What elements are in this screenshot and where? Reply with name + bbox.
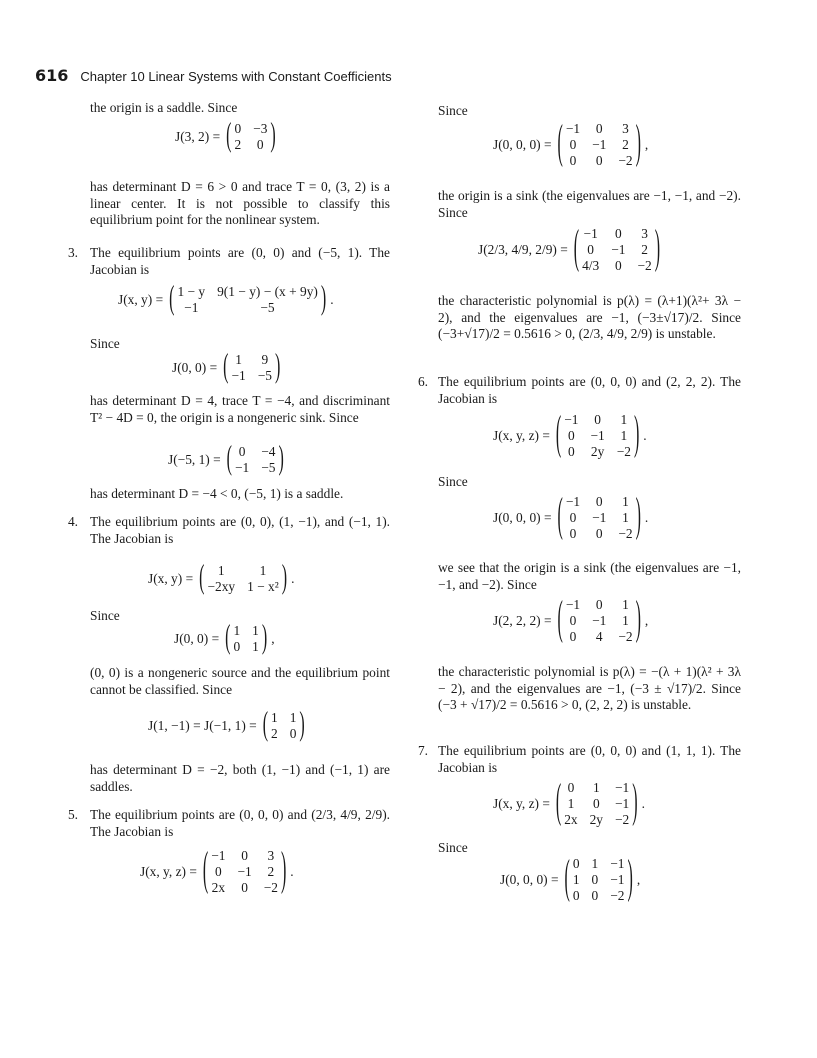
matrix-entry: 1 xyxy=(235,352,242,367)
matrix-entry: 0 xyxy=(234,121,242,136)
matrix-entry: −1 xyxy=(610,856,625,871)
paragraph: Since xyxy=(90,336,120,351)
paragraph: has determinant D = −2, both (1, −1) and (−1, 1) are saddles. xyxy=(90,762,390,794)
paragraph: has determinant D = 6 > 0 and trace T = 0, (3, 2) is a linear center. It is not possible to classify this equilibrium point for the nonlinear system. xyxy=(90,179,390,228)
paragraph: has determinant D = 4, trace T = −4, and discriminant T² − 4D = 0, the origin is a nongeneric sink. Since xyxy=(90,393,390,425)
matrix-entry: 1 − x² xyxy=(247,579,279,594)
matrix-entry: −1 xyxy=(235,460,250,475)
matrix-entry: −2 xyxy=(618,526,633,541)
matrix-entry: 0 xyxy=(614,226,622,241)
matrix-entry: 1 xyxy=(622,510,629,525)
matrix-entry: −1 xyxy=(583,226,598,241)
paragraph: we see that the origin is a sink (the eigenvalues are −1, −1, and −2). Since xyxy=(438,560,741,592)
matrix xyxy=(573,223,661,274)
equation-lhs: J(0, 0, 0) = xyxy=(493,510,552,525)
matrix xyxy=(557,118,641,169)
matrix-entry: −5 xyxy=(261,460,276,475)
matrix-entry: −2 xyxy=(616,444,631,459)
paragraph: the origin is a saddle. Since xyxy=(90,100,238,115)
matrix-entry: 0 xyxy=(569,510,577,525)
equation-lhs: J(0, 0, 0) = xyxy=(493,137,552,152)
left-paren: ( xyxy=(223,349,229,385)
matrix-entry: 0 xyxy=(569,153,577,168)
equation-punctuation: . xyxy=(643,428,647,443)
matrix-entry: 2 xyxy=(641,242,648,257)
matrix xyxy=(199,560,288,596)
equation-punctuation: . xyxy=(291,571,295,586)
left-paren: ( xyxy=(226,118,232,154)
matrix-entry: −2 xyxy=(615,812,630,827)
matrix-entry: 0 xyxy=(594,412,601,427)
left-paren: ( xyxy=(557,491,563,542)
matrix xyxy=(225,620,268,656)
right-paren: ) xyxy=(299,707,305,743)
matrix-entry: −4 xyxy=(261,444,276,459)
matrix xyxy=(564,853,633,904)
matrix-entry: 0 xyxy=(241,848,248,863)
matrix-entry: 1 xyxy=(289,710,297,725)
matrix-entry: 0 xyxy=(595,526,603,541)
matrix-entry: 0 xyxy=(567,780,575,795)
equation xyxy=(493,118,649,169)
matrix xyxy=(202,845,287,896)
matrix-entry: 0 xyxy=(569,137,577,152)
item-number: 5. xyxy=(67,807,78,822)
paragraph: (0, 0) is a nongeneric source and the equilibrium point cannot be classified. Since xyxy=(90,665,390,697)
right-paren: ) xyxy=(320,281,327,317)
equation xyxy=(140,845,294,896)
matrix-entry: −1 xyxy=(590,428,605,443)
matrix-entry: −5 xyxy=(260,300,275,315)
matrix-entry: −2xy xyxy=(207,579,236,594)
left-paren: ( xyxy=(573,223,580,274)
left-paren: ( xyxy=(557,594,563,645)
matrix-entry: 1 xyxy=(567,796,575,811)
equation-lhs: J(x, y) = xyxy=(148,571,194,586)
left-paren: ( xyxy=(555,777,562,828)
matrix xyxy=(226,118,276,154)
matrix xyxy=(226,441,284,477)
matrix-entry: −1 xyxy=(237,864,252,879)
matrix-entry: 9(1 − y) − (x + 9y) xyxy=(217,284,318,299)
left-paren: ( xyxy=(262,707,269,743)
matrix-entry: −1 xyxy=(211,848,226,863)
matrix-entry: −1 xyxy=(615,780,630,795)
matrix-entry: 0 xyxy=(595,597,603,612)
paragraph: The equilibrium points are (0, 0, 0) and (2/3, 4/9, 2/9). The Jacobian is xyxy=(90,807,390,839)
equation-lhs: J(2/3, 4/9, 2/9) = xyxy=(478,242,568,257)
equation-lhs: J(2, 2, 2) = xyxy=(493,613,552,628)
equation-punctuation: . xyxy=(290,864,294,879)
matrix-entry: 1 xyxy=(622,613,629,628)
equation-punctuation: , xyxy=(636,872,641,887)
matrix-entry: 2y xyxy=(590,444,605,459)
matrix-entry: −2 xyxy=(618,153,633,168)
matrix-entry: 0 xyxy=(591,872,599,887)
matrix-entry: 0 xyxy=(256,137,264,152)
matrix-entry: 0 xyxy=(214,864,222,879)
matrix-entry: −1 xyxy=(565,494,581,509)
right-paren: ) xyxy=(278,441,284,477)
right-paren: ) xyxy=(633,409,640,460)
matrix-entry: 1 − y xyxy=(177,284,206,299)
paragraph: Since xyxy=(438,103,468,118)
equation-lhs: J(−5, 1) = xyxy=(168,452,221,467)
matrix-entry: 1 xyxy=(259,563,267,578)
equation xyxy=(493,491,649,542)
equation xyxy=(118,281,334,317)
equation xyxy=(174,620,275,656)
equation xyxy=(493,409,647,460)
paragraph: the characteristic polynomial is p(λ) = (λ+1)(λ²+ 3λ − 2), and the eigenvalues are −1, (−3±√17)/2. Since (−3+√17)/2 = 0.5616 > 0, (2/3, 4/9, 2/9) is unstable. xyxy=(438,293,741,342)
matrix-entry: −1 xyxy=(592,137,607,152)
matrix-entry: 2 xyxy=(234,137,242,152)
equation xyxy=(493,594,649,645)
matrix xyxy=(223,349,281,385)
matrix-entry: −1 xyxy=(184,300,199,315)
matrix-entry: 1 xyxy=(620,428,628,443)
right-paren: ) xyxy=(635,491,641,542)
matrix-entry: 0 xyxy=(569,629,577,644)
left-paren: ( xyxy=(226,441,232,477)
equation-lhs: J(0, 0, 0) = xyxy=(500,872,559,887)
matrix-entry: 1 xyxy=(271,710,278,725)
matrix-entry: 0 xyxy=(592,796,600,811)
matrix-entry: −1 xyxy=(615,796,630,811)
matrix-entry: −5 xyxy=(257,368,272,383)
matrix-entry: −1 xyxy=(565,121,581,136)
matrix-entry: 0 xyxy=(567,428,575,443)
paragraph: The equilibrium points are (0, 0, 0) and (2, 2, 2). The Jacobian is xyxy=(438,374,741,406)
left-paren: ( xyxy=(199,560,205,596)
matrix-entry: 0 xyxy=(595,121,603,136)
page-number: 616 xyxy=(35,66,69,85)
equation-lhs: J(x, y, z) = xyxy=(493,428,550,443)
matrix-entry: 0 xyxy=(569,613,577,628)
left-paren: ( xyxy=(169,281,175,317)
matrix-entry: 1 xyxy=(252,623,259,638)
matrix-entry: 0 xyxy=(587,242,594,257)
matrix-entry: 1 xyxy=(622,494,629,509)
right-paren: ) xyxy=(632,777,638,828)
right-paren: ) xyxy=(635,594,641,645)
matrix-entry: 0 xyxy=(572,856,580,871)
equation xyxy=(148,707,305,743)
equation xyxy=(478,223,661,274)
matrix xyxy=(169,281,327,317)
left-paren: ( xyxy=(557,118,563,169)
matrix-entry: 1 xyxy=(217,563,225,578)
equation-punctuation: , xyxy=(271,631,275,646)
equation xyxy=(168,441,284,477)
matrix xyxy=(262,707,305,743)
equation-lhs: J(x, y) = xyxy=(118,292,164,307)
matrix-entry: 1 xyxy=(591,856,599,871)
matrix-entry: 0 xyxy=(595,494,603,509)
equation-punctuation: . xyxy=(641,796,645,811)
matrix-entry: −3 xyxy=(253,121,268,136)
equation-punctuation: . xyxy=(330,292,334,307)
matrix-entry: −2 xyxy=(618,629,633,644)
matrix-entry: −2 xyxy=(263,880,278,895)
matrix-entry: 1 xyxy=(233,623,241,638)
matrix-entry: 3 xyxy=(267,848,275,863)
right-paren: ) xyxy=(281,560,288,596)
matrix-entry: 1 xyxy=(252,639,259,654)
matrix-entry: 0 xyxy=(595,153,603,168)
paragraph: the origin is a sink (the eigenvalues are −1, −1, and −2). Since xyxy=(438,188,741,220)
matrix-entry: 2y xyxy=(589,812,603,827)
matrix-entry: 1 xyxy=(622,597,629,612)
matrix-entry: 3 xyxy=(622,121,629,136)
matrix-entry: 0 xyxy=(233,639,241,654)
matrix-entry: 0 xyxy=(569,526,577,541)
matrix-entry: 2 xyxy=(622,137,629,152)
paragraph: Since xyxy=(438,474,468,489)
matrix-entry: 3 xyxy=(641,226,648,241)
matrix-entry: 1 xyxy=(592,780,600,795)
matrix-entry: 0 xyxy=(614,258,622,273)
item-number: 3. xyxy=(67,245,78,260)
equation xyxy=(175,118,276,154)
matrix-entry: 1 xyxy=(572,872,580,887)
right-paren: ) xyxy=(274,349,281,385)
equation xyxy=(148,560,295,596)
equation-lhs: J(0, 0) = xyxy=(172,360,218,375)
right-paren: ) xyxy=(635,118,641,169)
equation-punctuation: , xyxy=(644,613,649,628)
matrix-entry: −1 xyxy=(592,613,607,628)
matrix-entry: 0 xyxy=(591,888,599,903)
matrix-entry: 4 xyxy=(595,629,603,644)
chapter-title: Chapter 10 Linear Systems with Constant Coefficients xyxy=(80,69,392,84)
matrix xyxy=(557,594,641,645)
matrix-entry: 2x xyxy=(211,880,226,895)
equation-lhs: J(x, y, z) = xyxy=(140,864,197,879)
matrix-entry: 0 xyxy=(572,888,580,903)
matrix-entry: 0 xyxy=(567,444,575,459)
matrix-entry: 0 xyxy=(238,444,246,459)
left-paren: ( xyxy=(564,853,570,904)
matrix xyxy=(557,491,641,542)
equation-lhs: J(3, 2) = xyxy=(175,129,221,144)
right-paren: ) xyxy=(270,118,276,154)
matrix-entry: 1 xyxy=(620,412,628,427)
equation xyxy=(172,349,281,385)
paragraph: The equilibrium points are (0, 0) and (−5, 1). The Jacobian is xyxy=(90,245,390,277)
item-number: 6. xyxy=(417,374,428,389)
matrix-entry: 0 xyxy=(241,880,248,895)
item-number: 7. xyxy=(417,743,428,758)
matrix-entry: −2 xyxy=(610,888,625,903)
equation xyxy=(500,853,641,904)
paragraph: Since xyxy=(90,608,120,623)
matrix-entry: 4/3 xyxy=(582,258,600,273)
left-paren: ( xyxy=(225,620,231,656)
matrix-entry: 2x xyxy=(564,812,578,827)
matrix-entry: 2 xyxy=(267,864,275,879)
matrix-entry: −1 xyxy=(564,412,579,427)
matrix-entry: 0 xyxy=(289,726,297,741)
equation-lhs: J(x, y, z) = xyxy=(493,796,550,811)
equation-punctuation: . xyxy=(644,510,649,525)
equation-punctuation: , xyxy=(644,137,649,152)
matrix-entry: −1 xyxy=(231,368,246,383)
matrix-entry: 2 xyxy=(271,726,278,741)
matrix-entry: −1 xyxy=(611,242,626,257)
left-paren: ( xyxy=(555,409,562,460)
page-header xyxy=(35,66,392,86)
matrix-entry: −1 xyxy=(565,597,581,612)
left-paren: ( xyxy=(202,845,209,896)
paragraph: Since xyxy=(438,840,468,855)
matrix-entry: −1 xyxy=(610,872,625,887)
equation-lhs: J(0, 0) = xyxy=(174,631,220,646)
matrix-entry: −1 xyxy=(592,510,607,525)
matrix-entry: 9 xyxy=(261,352,269,367)
paragraph: The equilibrium points are (0, 0), (1, −1), and (−1, 1). The Jacobian is xyxy=(90,514,390,546)
paragraph: The equilibrium points are (0, 0, 0) and (1, 1, 1). The Jacobian is xyxy=(438,743,741,775)
right-paren: ) xyxy=(280,845,287,896)
equation-lhs: J(1, −1) = J(−1, 1) = xyxy=(148,718,257,733)
item-number: 4. xyxy=(67,514,78,529)
right-paren: ) xyxy=(261,620,268,656)
right-paren: ) xyxy=(654,223,661,274)
matrix-entry: −2 xyxy=(637,258,652,273)
right-paren: ) xyxy=(627,853,633,904)
paragraph: the characteristic polynomial is p(λ) = −(λ + 1)(λ² + 3λ − 2), and the eigenvalues are −1, (−3 ± √17)/2. Since (−3 + √17)/2 = 0.5616 > 0, (2, 2, 2) is unstable. xyxy=(438,664,741,713)
matrix xyxy=(555,409,640,460)
paragraph: has determinant D = −4 < 0, (−5, 1) is a saddle. xyxy=(90,486,344,501)
